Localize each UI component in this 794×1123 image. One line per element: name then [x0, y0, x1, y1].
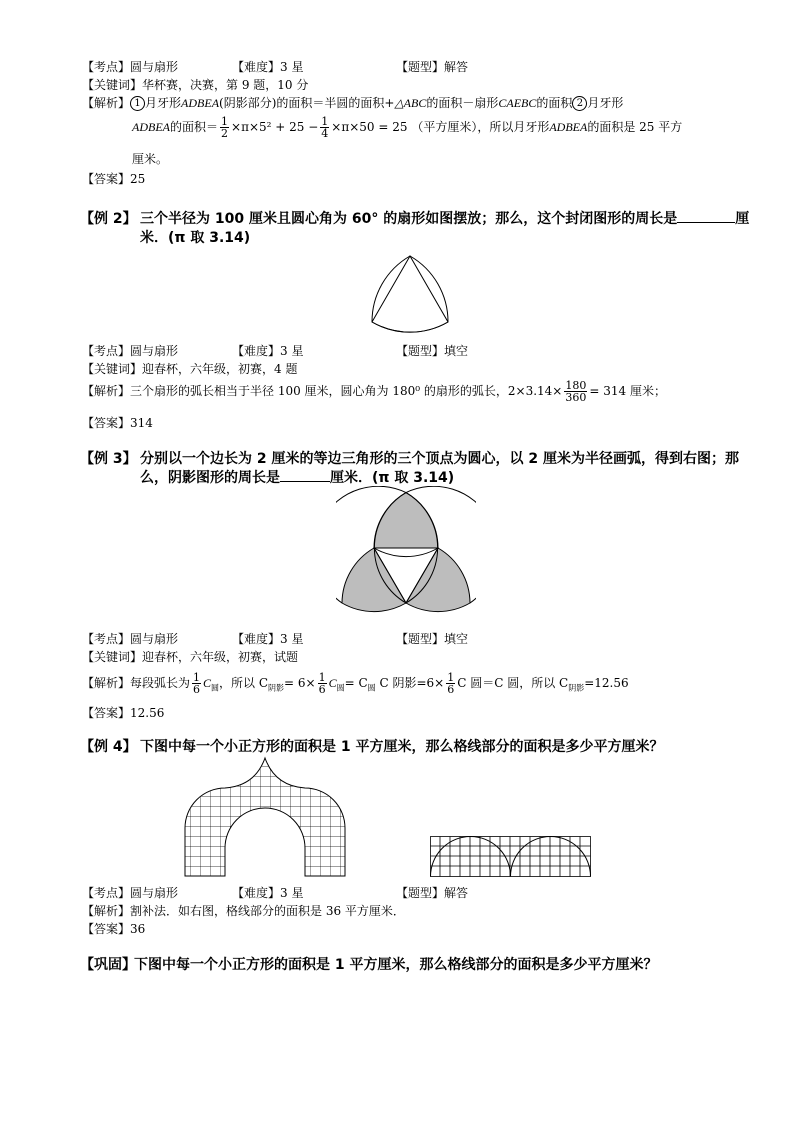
numerator: 1: [321, 115, 329, 128]
text: 月牙形: [145, 96, 182, 110]
text: C 阴影=6×: [375, 676, 445, 690]
math: = 314 厘米；: [589, 384, 666, 398]
numerator: 1: [318, 671, 326, 684]
text: 的面积＝: [170, 120, 219, 134]
answer-blank: [280, 481, 330, 482]
keywords-label: 【关键词】华杯赛，决赛，第 9 题，10 分: [82, 78, 309, 92]
math: ADBEA: [549, 120, 588, 134]
denominator: 2: [221, 127, 229, 140]
analysis-line: [82, 380, 666, 403]
question-text: 么，阴影图形的周长是: [140, 470, 280, 486]
text: (阴影部分)的面积＝半圆的面积+: [219, 96, 395, 110]
text: 【解析】三个扇形的弧长相当于半径 100 厘米，圆心角为 180⁰ 的扇形的弧长，: [82, 384, 508, 398]
fraction: [192, 672, 201, 695]
answer-label: 【答案】12.56: [82, 706, 165, 720]
math: ADBEA: [132, 120, 170, 134]
subscript: 阴影: [268, 683, 285, 693]
answer-label: 【答案】25: [82, 172, 146, 186]
example-3-text-line1: 分别以一个边长为 2 厘米的等边三角形的三个顶点为圆心，以 2 厘米为半径画弧，得到右图；那: [140, 451, 739, 467]
text: 的面积是 25 平方: [587, 120, 683, 134]
nandu-label: 【难度】3 星: [232, 60, 304, 74]
answer-label: 【答案】314: [82, 416, 153, 430]
text: ×π×50 = 25 （平方厘米），所以月牙形: [331, 120, 550, 134]
math: C: [328, 676, 337, 690]
math: = C: [344, 676, 368, 690]
fraction: [220, 116, 229, 139]
tixing-label: 【题型】解答: [396, 60, 469, 74]
text: 【解析】每段弧长为: [82, 676, 191, 690]
reuleaux-arcs: [372, 256, 448, 332]
fraction: [564, 380, 587, 403]
onion-dome-grid-figure: [180, 756, 350, 880]
text: 的面积－扇形: [426, 96, 499, 110]
kaodian-label: 【考点】圆与扇形: [82, 632, 179, 646]
example-2-text-line1: [140, 208, 749, 228]
analysis-line-2: [132, 116, 682, 139]
example-2-label: 【例 2】: [80, 211, 137, 227]
example-3-label: 【例 3】: [80, 451, 137, 467]
question-text: 厘: [735, 211, 750, 227]
tixing-label: 【题型】解答: [396, 886, 469, 900]
tixing-label: 【题型】填空: [396, 632, 469, 646]
analysis-line-1: [82, 94, 623, 111]
math: CAEBC: [498, 96, 537, 110]
denominator: 6: [318, 683, 326, 696]
circled-number: 1: [130, 96, 145, 111]
example-3-text-line2: [140, 467, 454, 487]
subscript: 圆: [367, 683, 376, 693]
subscript: 圆: [211, 683, 220, 693]
answer-blank: [677, 222, 735, 223]
kaodian-label: 【考点】圆与扇形: [82, 60, 179, 74]
nandu-label: 【难度】3 星: [232, 886, 304, 900]
analysis-label: 【解析】: [82, 96, 131, 110]
shaded-sector-top: [374, 493, 438, 548]
reuleaux-arc-bottom: [372, 322, 448, 332]
numerator: 180: [565, 379, 587, 392]
shaded-sector-left: [342, 548, 406, 612]
reuleaux-triangle-figure: [360, 246, 460, 336]
semicircle-arcs: [431, 837, 591, 877]
answer-label: 【答案】36: [82, 922, 146, 936]
text: ，所以 C: [219, 676, 269, 690]
question-text: 厘米．(π 取 3.14): [330, 470, 455, 486]
fraction: [318, 672, 327, 695]
subscript: 阴影: [568, 683, 585, 693]
nandu-label: 【难度】3 星: [232, 344, 304, 358]
example-4-label: 【例 4】: [80, 739, 137, 755]
math: C: [203, 676, 212, 690]
consolidation-text: 下图中每一个小正方形的面积是 1 平方厘米，那么格线部分的面积是多少平方厘米？: [134, 957, 658, 973]
text: C 圆＝C 圆，所以 C: [457, 676, 569, 690]
circled-number: 2: [572, 96, 587, 111]
subscript: 圆: [336, 683, 345, 693]
math: =12.56: [584, 676, 629, 690]
math: △ABC: [394, 96, 427, 110]
denominator: 4: [321, 127, 329, 140]
analysis-line: [82, 672, 629, 695]
math: = 6×: [284, 676, 316, 690]
kaodian-label: 【考点】圆与扇形: [82, 344, 179, 358]
math: 2×3.14×: [507, 384, 563, 398]
example-4-text: 下图中每一个小正方形的面积是 1 平方厘米，那么格线部分的面积是多少平方厘米？: [140, 739, 664, 755]
text: 月牙形: [587, 96, 624, 110]
tixing-label: 【题型】填空: [396, 344, 469, 358]
analysis-line: 【解析】割补法．如右图，格线部分的面积是 36 平方厘米．: [82, 904, 405, 918]
example-2-text-line2: 米．(π 取 3.14): [140, 230, 251, 246]
arc-outline-bottom: [374, 548, 438, 557]
math: ADBEA: [181, 96, 220, 110]
shaded-sector-right: [406, 548, 470, 612]
nandu-label: 【难度】3 星: [232, 632, 304, 646]
fraction: [446, 672, 455, 695]
keywords-label: 【关键词】迎春杯，六年级，初赛，试题: [82, 650, 299, 664]
denominator: 6: [193, 683, 201, 696]
numerator: 1: [221, 115, 229, 128]
denominator: 360: [565, 391, 587, 404]
numerator: 1: [447, 671, 455, 684]
fraction: [320, 116, 329, 139]
keywords-label: 【关键词】迎春杯，六年级，初赛，4 题: [82, 362, 298, 376]
three-sector-shaded-figure: [336, 486, 476, 614]
numerator: 1: [193, 671, 201, 684]
kaodian-label: 【考点】圆与扇形: [82, 886, 179, 900]
denominator: 6: [447, 683, 455, 696]
rearranged-grid-figure: [430, 836, 592, 880]
text: 的面积: [536, 96, 573, 110]
grid-fill: [185, 756, 345, 880]
text: ×π×5² + 25 −: [231, 120, 319, 134]
analysis-line-3: 厘米。: [132, 152, 169, 166]
consolidation-label: 【巩固】: [80, 957, 136, 973]
question-text: 三个半径为 100 厘米且圆心角为 60° 的扇形如图摆放；那么，这个封闭图形的周长是: [140, 211, 678, 227]
